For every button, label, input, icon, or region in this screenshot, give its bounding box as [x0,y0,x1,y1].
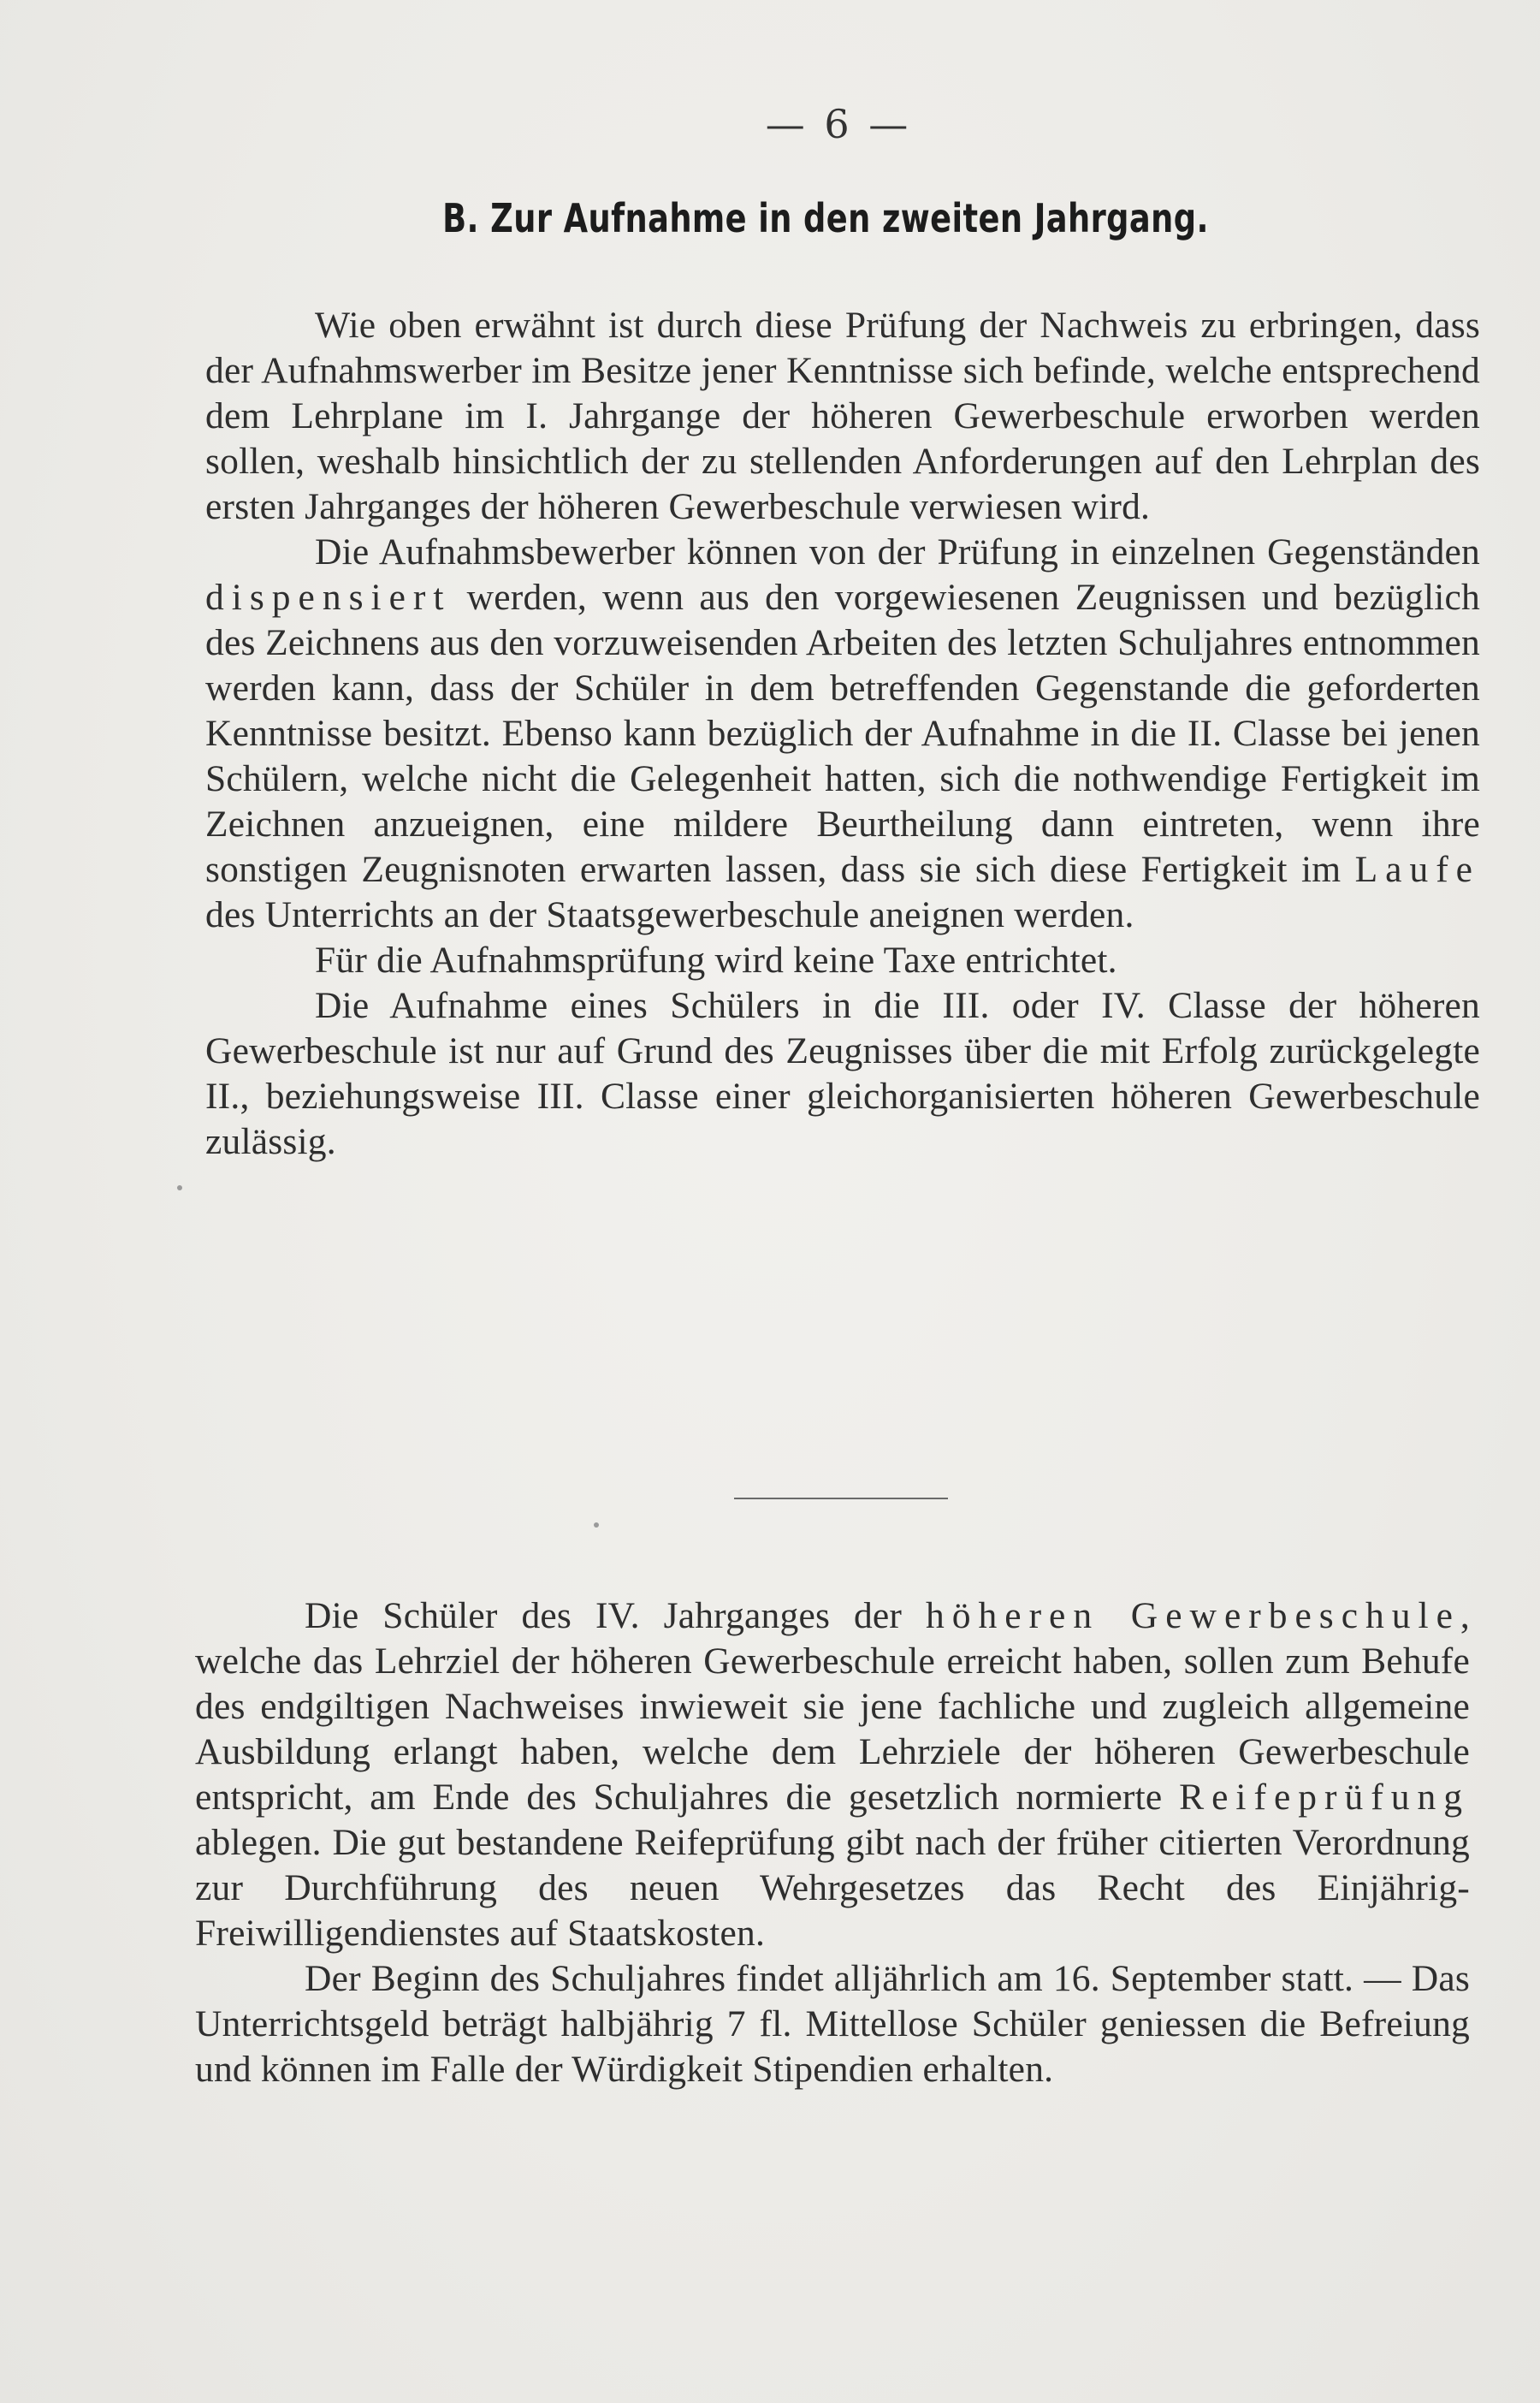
text-run: ablegen. Die gut bestandene Reifeprüfung gibt nach der früher citierten Verordnung zur Durchführung des neuen Wehrgesetzes das Recht des Einjährig-Freiwilligendienstes auf Staatskosten. [195,1822,1470,1954]
page-number: — 6 — [765,101,912,147]
emphasized-word: Reifeprüfung [1179,1777,1470,1818]
paragraph-dispensation [205,530,1480,938]
paragraph-admission-higher-classes: Die Aufnahme eines Schülers in die III. oder IV. Classe der höheren Gewerbeschule ist nur auf Grund des Zeugnisses über die mit Erfolg zurückgelegte II., beziehungsweise III. Classe einer gleichorganisierten höheren Gewerbeschule zulässig. [205,985,1480,1162]
text-run: , welche das Lehrziel der höheren Gewerbeschule erreicht haben, sollen zum Behufe des endgiltigen Nachweises inwieweit sie jene fachliche und zugleich allgemeine Ausbildung erlangt haben, welche dem Lehrziele der höheren Gewerbeschule entspricht, am Ende des Schuljahres die gesetzlich normierte [195,1595,1470,1818]
paragraph-final-exam [195,1593,1470,1956]
text-run: werden, wenn aus den vorgewiesenen Zeugnissen und bezüglich des Zeichnens aus den vorzuweisenden Arbeiten des letzten Schuljahres entnommen werden kann, dass der Schüler in dem betreffenden Gegenstande die geforderten Kenntnisse besitzt. Ebenso kann bezüglich der Aufnahme in die II. Classe bei jenen Schülern, welche nicht die Gelegenheit hatten, sich die nothwendige Fertigkeit im Zeichnen anzueignen, eine mildere Beurtheilung dann eintreten, wenn ihre sonstigen Zeugnisnoten erwarten lassen, dass sie sich diese Fertigkeit im [205,577,1480,890]
paragraph-entrance-requirements: Wie oben erwähnt ist durch diese Prüfung der Nachweis zu erbringen, dass der Aufnahmswerber im Besitze jener Kenntnisse sich befinde, welche entsprechend dem Lehrplane im I. Jahrgange der höheren Gewerbeschule erworben werden sollen, weshalb hinsichtlich der zu stellenden Anforderungen auf den Lehrplan des ersten Jahrganges der höheren Gewerbeschule verwiesen wird. [205,305,1480,527]
section-divider [734,1498,948,1499]
section-b-body [205,303,1480,1165]
text-run: Die Schüler des IV. Jahrganges der [305,1595,927,1636]
emphasized-word: dispensiert [205,577,452,618]
print-speck [594,1522,599,1528]
section-title: B. Zur Aufnahme in den zweiten Jahrgang. [442,195,1209,241]
final-section-body [195,1593,1470,2092]
emphasized-phrase: höheren Gewerbeschule [926,1595,1460,1636]
paragraph-fee: Für die Aufnahmsprüfung wird keine Taxe entrichtet. [315,940,1117,981]
text-run: Die Aufnahmsbewerber können von der Prüfung in einzelnen Gegenständen [315,531,1480,573]
paragraph-school-year: Der Beginn des Schuljahres findet alljährlich am 16. September statt. — Das Unterrichtsgeld beträgt halbjährig 7 fl. Mittellose Schüler geniessen die Befreiung und können im Falle der Würdigkeit Stipendien erhalten. [195,1958,1470,2090]
print-speck [177,1185,182,1190]
text-run: des Unterrichts an der Staatsgewerbeschule aneignen werden. [205,894,1134,935]
emphasized-word: Laufe [1354,849,1480,890]
